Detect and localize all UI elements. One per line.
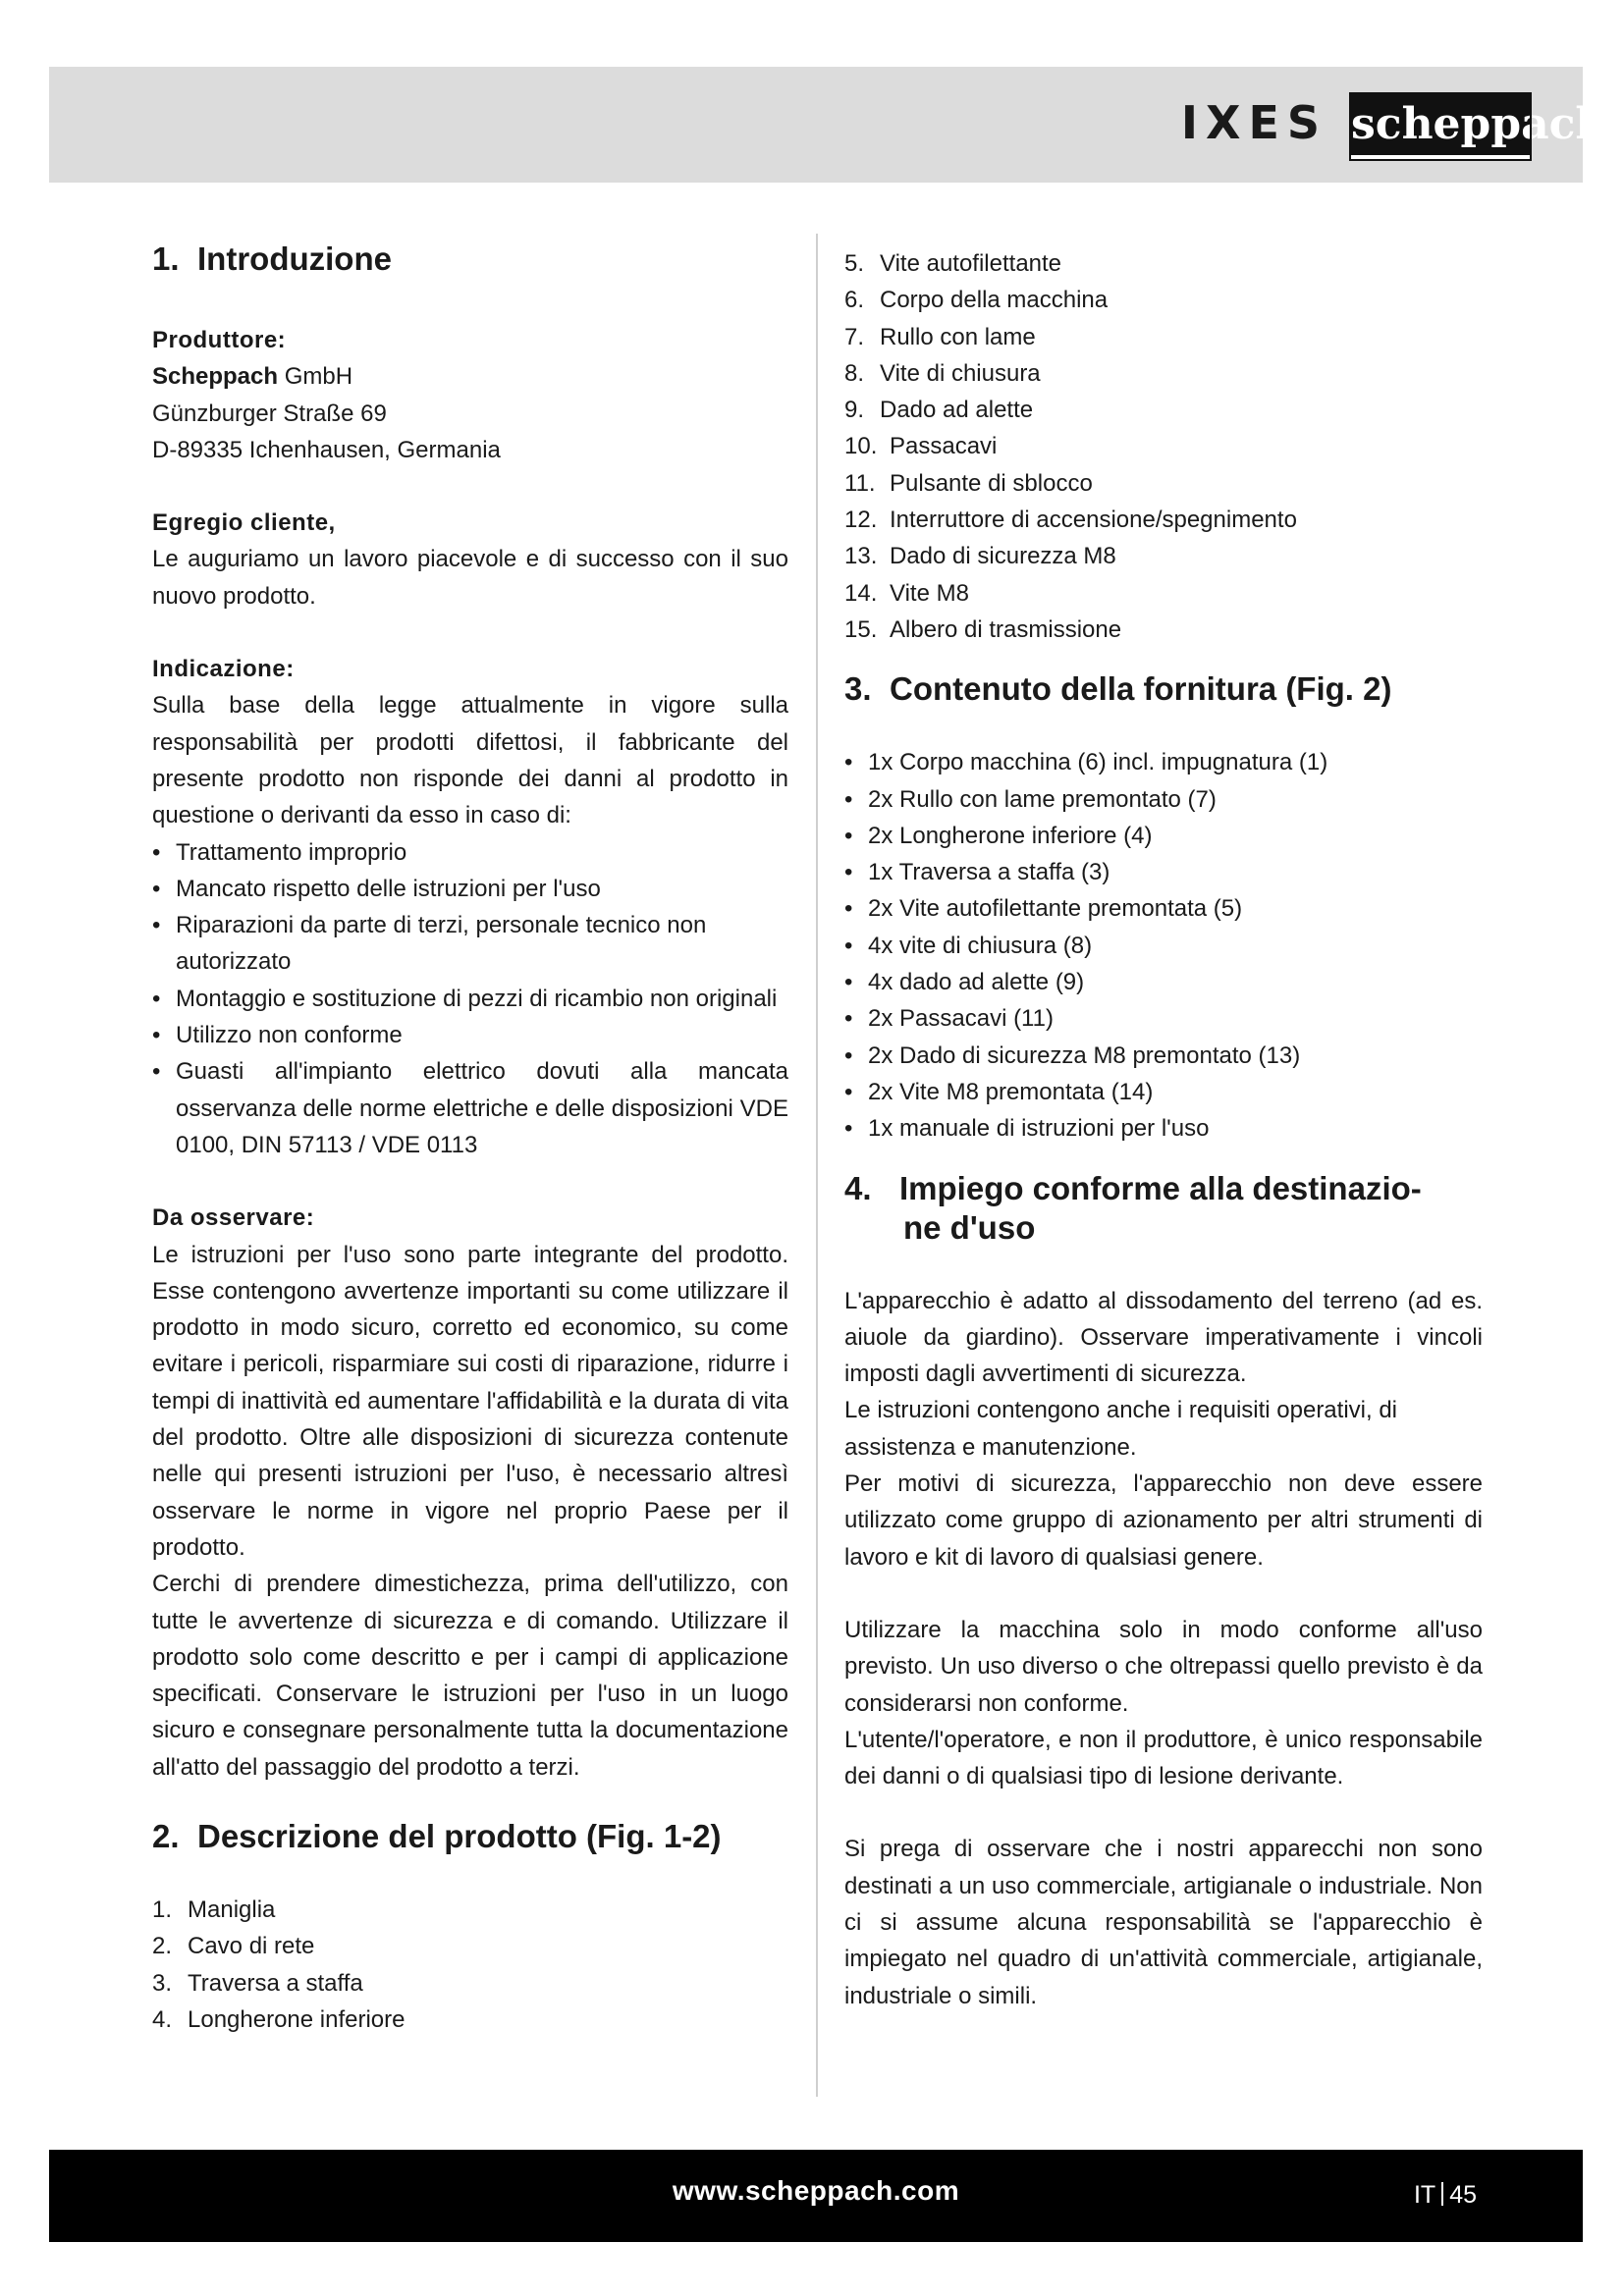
left-column xyxy=(152,234,788,2038)
section-4-number: 4. xyxy=(844,1169,872,1206)
list-item: 6. Corpo della macchina xyxy=(844,287,1109,314)
section-4-title-line1: Impiego conforme alla destinazio- xyxy=(899,1169,1422,1206)
list-item: 15. Albero di trasmissione xyxy=(844,615,1122,643)
page-number xyxy=(1414,2181,1477,2210)
list-item: • 2x Passacavi (11) xyxy=(844,1000,1483,1037)
list-item: • 2x Rullo con lame premontato (7) xyxy=(844,781,1483,818)
use-paragraph-4: Utilizzare la macchina solo in modo conforme all'uso previsto. Un uso diverso o che oltrepassi quello previsto è da considerarsi non conforme. xyxy=(844,1616,1483,1717)
company-suffix: GmbH xyxy=(278,363,353,391)
column-divider xyxy=(816,234,818,2097)
right-column xyxy=(844,234,1483,2014)
section-2-heading xyxy=(152,1817,788,1856)
use-paragraph-6: Si prega di osservare che i nostri apparecchi non sono destinati a un uso commerciale, artigianale o industriale. Non ci si assume alcuna responsabilità se l'apparecchio è impiegato nel quadro di un'attività commerciale, artigianale, industriale o simili. xyxy=(844,1836,1483,2009)
list-item: • 4x vite di chiusura (8) xyxy=(844,928,1483,964)
language-code: IT xyxy=(1413,2181,1436,2209)
company-city: D-89335 Ichenhausen, Germania xyxy=(152,436,501,463)
parts-list-b xyxy=(844,245,1483,648)
use-paragraph-5: L'utente/l'operatore, e non il produttore, è unico responsabile dei danni o di qualsiasi tipo di lesione derivante. xyxy=(844,1726,1483,1790)
list-item: • 1x Corpo macchina (6) incl. impugnatura (1) xyxy=(844,744,1483,780)
observe-label: Da osservare: xyxy=(152,1204,315,1232)
page-footer xyxy=(49,2150,1583,2242)
parts-list-a xyxy=(152,1892,788,2038)
list-item: 10. Passacavi xyxy=(844,433,998,460)
list-item: 9. Dado ad alette xyxy=(844,397,1034,424)
section-1-number: 1. xyxy=(152,240,180,277)
use-paragraph-1: L'apparecchio è adatto al dissodamento del terreno (ad es. aiuole da giardino). Osservare imperativamente i vincoli imposti dagli avvertimenti di sicurezza. xyxy=(844,1287,1483,1388)
list-item: 1. Maniglia xyxy=(152,1896,276,1923)
list-item: 8. Vite di chiusura xyxy=(844,359,1041,387)
list-item: • Utilizzo non conforme xyxy=(152,1017,788,1053)
note-label: Indicazione: xyxy=(152,656,295,683)
section-2-title: Descrizione del prodotto (Fig. 1-2) xyxy=(197,1817,722,1854)
list-item: • 2x Longherone inferiore (4) xyxy=(844,818,1483,854)
section-1-heading xyxy=(152,240,788,279)
company-name xyxy=(152,358,788,395)
liability-cases-list xyxy=(152,834,788,1164)
list-item: • Montaggio e sostituzione di pezzi di ricambio non originali xyxy=(152,981,788,1017)
dear-customer-label: Egregio cliente, xyxy=(152,509,336,537)
company-brand: Scheppach xyxy=(152,363,279,391)
section-4-heading xyxy=(844,1169,1483,1248)
manufacturer-label: Produttore: xyxy=(152,327,287,353)
delivery-contents-list xyxy=(844,744,1483,1147)
section-2-number: 2. xyxy=(152,1817,180,1854)
section-1-title: Introduzione xyxy=(197,240,392,277)
list-item: 5. Vite autofilettante xyxy=(844,250,1062,277)
list-item: • Guasti all'impianto elettrico dovuti alla mancata osservanza delle norme elettriche e delle disposizioni VDE 0100, DIN 57113 / VDE 0113 xyxy=(152,1053,788,1163)
list-item: 12. Interruttore di accensione/spegnimento xyxy=(844,507,1297,534)
company-street: Günzburger Straße 69 xyxy=(152,400,387,427)
list-item: • Riparazioni da parte di terzi, personale tecnico non autorizzato xyxy=(152,907,788,981)
observe-paragraph-1: Le istruzioni per l'uso sono parte integrante del prodotto. Esse contengono avvertenze importanti su come utilizzare il prodotto in modo sicuro, corretto ed economico, su come evitare i pericoli, risparmiare sui costi di riparazione, ridurre i tempi di inattività ed aumentare l'affidabilità e la durata di vita del prodotto. Oltre alle disposizioni di sicurezza contenute nelle qui presenti istruzioni per l'uso, è necessario altresì osservare le norme in vigore nel proprio Paese per il prodotto. xyxy=(152,1241,788,1561)
note-text: Sulla base della legge attualmente in vigore sulla responsabilità per prodotti difettosi, il fabbricante del presente prodotto non risponde dei danni al prodotto in questione o derivanti da esso in caso di: xyxy=(152,692,788,829)
section-3-heading xyxy=(844,669,1483,709)
list-item: • 1x manuale di istruzioni per l'uso xyxy=(844,1110,1483,1147)
page-number-value: 45 xyxy=(1449,2181,1477,2209)
list-item: • Mancato rispetto delle istruzioni per l'uso xyxy=(152,871,788,907)
separator xyxy=(1441,2182,1443,2206)
section-3-number: 3. xyxy=(844,670,872,708)
list-item: • 4x dado ad alette (9) xyxy=(844,964,1483,1000)
list-item: • 2x Vite autofilettante premontata (5) xyxy=(844,890,1483,927)
list-item: 11. Pulsante di sblocco xyxy=(844,469,1093,497)
list-item: 14. Vite M8 xyxy=(844,579,969,607)
list-item: • 2x Vite M8 premontata (14) xyxy=(844,1074,1483,1110)
list-item: 13. Dado di sicurezza M8 xyxy=(844,543,1116,570)
section-4-title-line2: ne d'uso xyxy=(903,1208,1036,1246)
ixes-logo: IXES xyxy=(1180,96,1327,149)
list-item: 3. Traversa a staffa xyxy=(152,1969,363,1997)
use-paragraph-3: Per motivi di sicurezza, l'apparecchio non deve essere utilizzato come gruppo di azionamento per altri strumenti di lavoro e kit di lavoro di qualsiasi genere. xyxy=(844,1470,1483,1571)
list-item: • 1x Traversa a staffa (3) xyxy=(844,854,1483,890)
use-paragraph-2: Le istruzioni contengono anche i requisiti operativi, di assistenza e manutenzione. xyxy=(844,1397,1398,1461)
dear-customer-text: Le auguriamo un lavoro piacevole e di successo con il suo nuovo prodotto. xyxy=(152,546,788,610)
page-header xyxy=(49,67,1607,183)
observe-paragraph-2: Cerchi di prendere dimestichezza, prima dell'utilizzo, con tutte le avvertenze di sicurezza e di comando. Utilizzare il prodotto solo come descritto e per i campi di applicazione specificati. Conservare le istruzioni per l'uso in un luogo sicuro e consegnare personalmente tutta la documentazione all'atto del passaggio del prodotto a terzi. xyxy=(152,1571,788,1781)
list-item: 7. Rullo con lame xyxy=(844,323,1036,350)
list-item: • Trattamento improprio xyxy=(152,834,788,871)
scheppach-logo: scheppach xyxy=(1351,94,1530,159)
list-item: • 2x Dado di sicurezza M8 premontato (13) xyxy=(844,1038,1483,1074)
list-item: 2. Cavo di rete xyxy=(152,1933,315,1960)
website-link[interactable]: www.scheppach.com xyxy=(672,2175,960,2206)
section-3-title: Contenuto della fornitura (Fig. 2) xyxy=(890,670,1392,708)
list-item: 4. Longherone inferiore xyxy=(152,2005,406,2033)
